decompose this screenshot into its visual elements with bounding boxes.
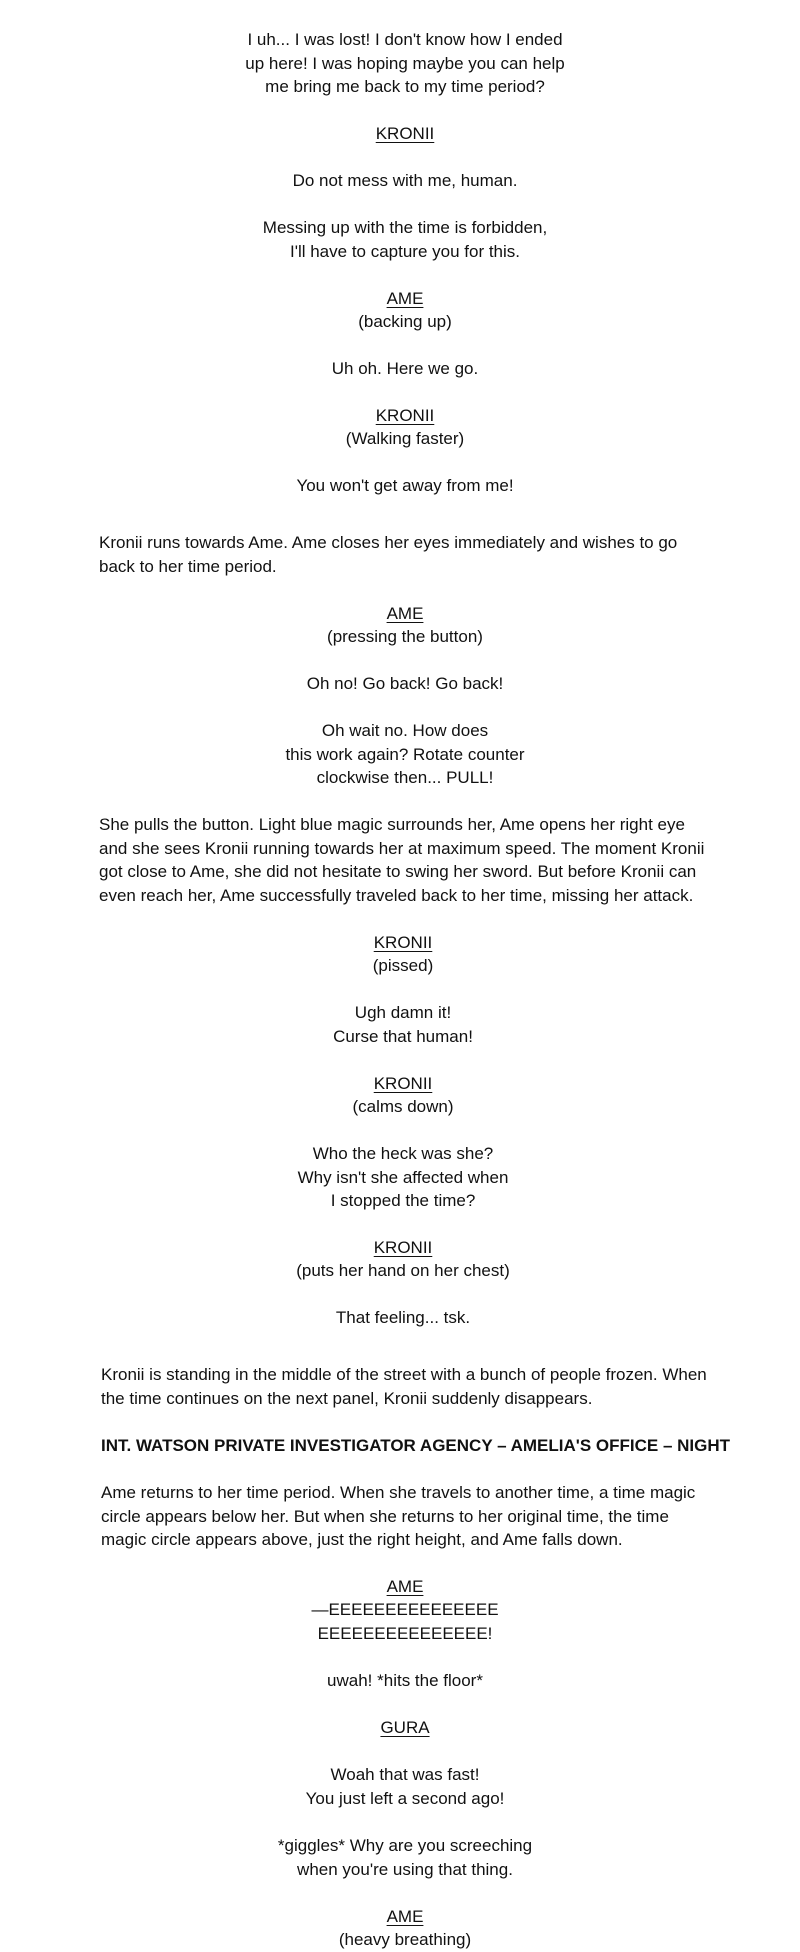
dialogue-line: I uh... I was lost! I don't know how I ended <box>247 30 563 49</box>
dialogue-line: Woah that was fast! <box>330 1765 480 1784</box>
dialogue-line: Messing up with the time is forbidden, <box>262 218 548 237</box>
parenthetical-walking-faster: (Walking faster) <box>345 429 465 448</box>
kronii-dialogue-human: Do not mess with me, human. <box>292 171 518 190</box>
dialogue-line: clockwise then... PULL! <box>316 768 494 787</box>
dialogue-line: this work again? Rotate counter <box>285 744 525 764</box>
kronii-dialogue-forbidden <box>0 216 800 263</box>
dialogue-line: I'll have to capture you for this. <box>289 241 521 261</box>
parenthetical-hand-on-chest: (puts her hand on her chest) <box>296 1261 510 1280</box>
ame-dialogue-uwah: uwah! *hits the floor* <box>327 1671 483 1690</box>
kronii-dialogue-that-feeling: That feeling... tsk. <box>335 1308 471 1327</box>
kronii-dialogue-damn-it <box>0 1001 800 1048</box>
action-kronii-standing: Kronii is standing in the middle of the street with a bunch of people frozen. When the time continues on the next panel, Kronii suddenly disappears. <box>101 1365 707 1408</box>
action-kronii-runs: Kronii runs towards Ame. Ame closes her eyes immediately and wishes to go back to her time period. <box>99 533 678 576</box>
character-name-kronii: KRONII <box>375 124 435 143</box>
character-name-ame: AME <box>386 1907 424 1926</box>
dialogue-line: *giggles* Why are you screeching <box>277 1836 533 1855</box>
dialogue-line: —EEEEEEEEEEEEEEE <box>311 1600 499 1619</box>
gura-dialogue-fast <box>0 1763 800 1810</box>
ame-dialogue-go-back: Oh no! Go back! Go back! <box>306 674 504 693</box>
dialogue-line: Oh wait no. How does <box>321 721 489 740</box>
parenthetical-pressing-button: (pressing the button) <box>327 627 483 646</box>
ame-dialogue-how-does <box>0 719 800 790</box>
character-name-kronii: KRONII <box>373 1238 433 1257</box>
dialogue-line: EEEEEEEEEEEEEEE! <box>317 1623 493 1643</box>
character-name-kronii: KRONII <box>375 406 435 425</box>
ame-dialogue-lost <box>0 28 800 99</box>
parenthetical-backing-up: (backing up) <box>358 312 452 331</box>
dialogue-line: Ugh damn it! <box>354 1003 452 1022</box>
character-name-ame: AME <box>386 604 424 623</box>
parenthetical-heavy-breathing: (heavy breathing) <box>338 1930 472 1949</box>
character-name-ame: AME <box>386 289 424 308</box>
character-name-ame: AME <box>386 1577 424 1596</box>
dialogue-line: Why isn't she affected when <box>297 1167 509 1187</box>
cut-off-line-remnant <box>0 0 800 3</box>
dialogue-line: I stopped the time? <box>330 1191 476 1210</box>
dialogue-line: when you're using that thing. <box>297 1859 513 1879</box>
dialogue-line: up here! I was hoping maybe you can help <box>245 53 565 73</box>
gura-dialogue-giggles <box>0 1834 800 1881</box>
dialogue-line: Who the heck was she? <box>312 1144 494 1163</box>
character-name-gura: GURA <box>380 1718 430 1737</box>
action-pulls-button: She pulls the button. Light blue magic surrounds her, Ame opens her right eye and she sees Kronii running towards her at maximum speed. The moment Kronii got close to Ame, she did not hesitate to swing her sword. But before Kronii can even reach her, Ame successfully traveled back to her time, missing her attack. <box>99 815 705 905</box>
dialogue-line: me bring me back to my time period? <box>265 77 545 96</box>
scene-heading: INT. WATSON PRIVATE INVESTIGATOR AGENCY – AMELIA'S OFFICE – NIGHT <box>101 1436 730 1455</box>
ame-dialogue-screech <box>0 1598 800 1645</box>
parenthetical-calms-down: (calms down) <box>352 1097 454 1116</box>
parenthetical-pissed: (pissed) <box>372 956 434 975</box>
kronii-dialogue-who-was-she <box>0 1142 800 1213</box>
kronii-dialogue-get-away: You won't get away from me! <box>296 476 514 495</box>
character-name-kronii: KRONII <box>373 1074 433 1093</box>
ame-dialogue-uh-oh: Uh oh. Here we go. <box>331 359 479 378</box>
character-name-kronii: KRONII <box>373 933 433 952</box>
dialogue-line: You just left a second ago! <box>305 1788 505 1808</box>
dialogue-line: Curse that human! <box>333 1026 473 1046</box>
action-ame-returns: Ame returns to her time period. When she travels to another time, a time magic circle appears below her. But when she returns to her original time, the time magic circle appears above, just the right height, and Ame falls down. <box>101 1483 696 1549</box>
